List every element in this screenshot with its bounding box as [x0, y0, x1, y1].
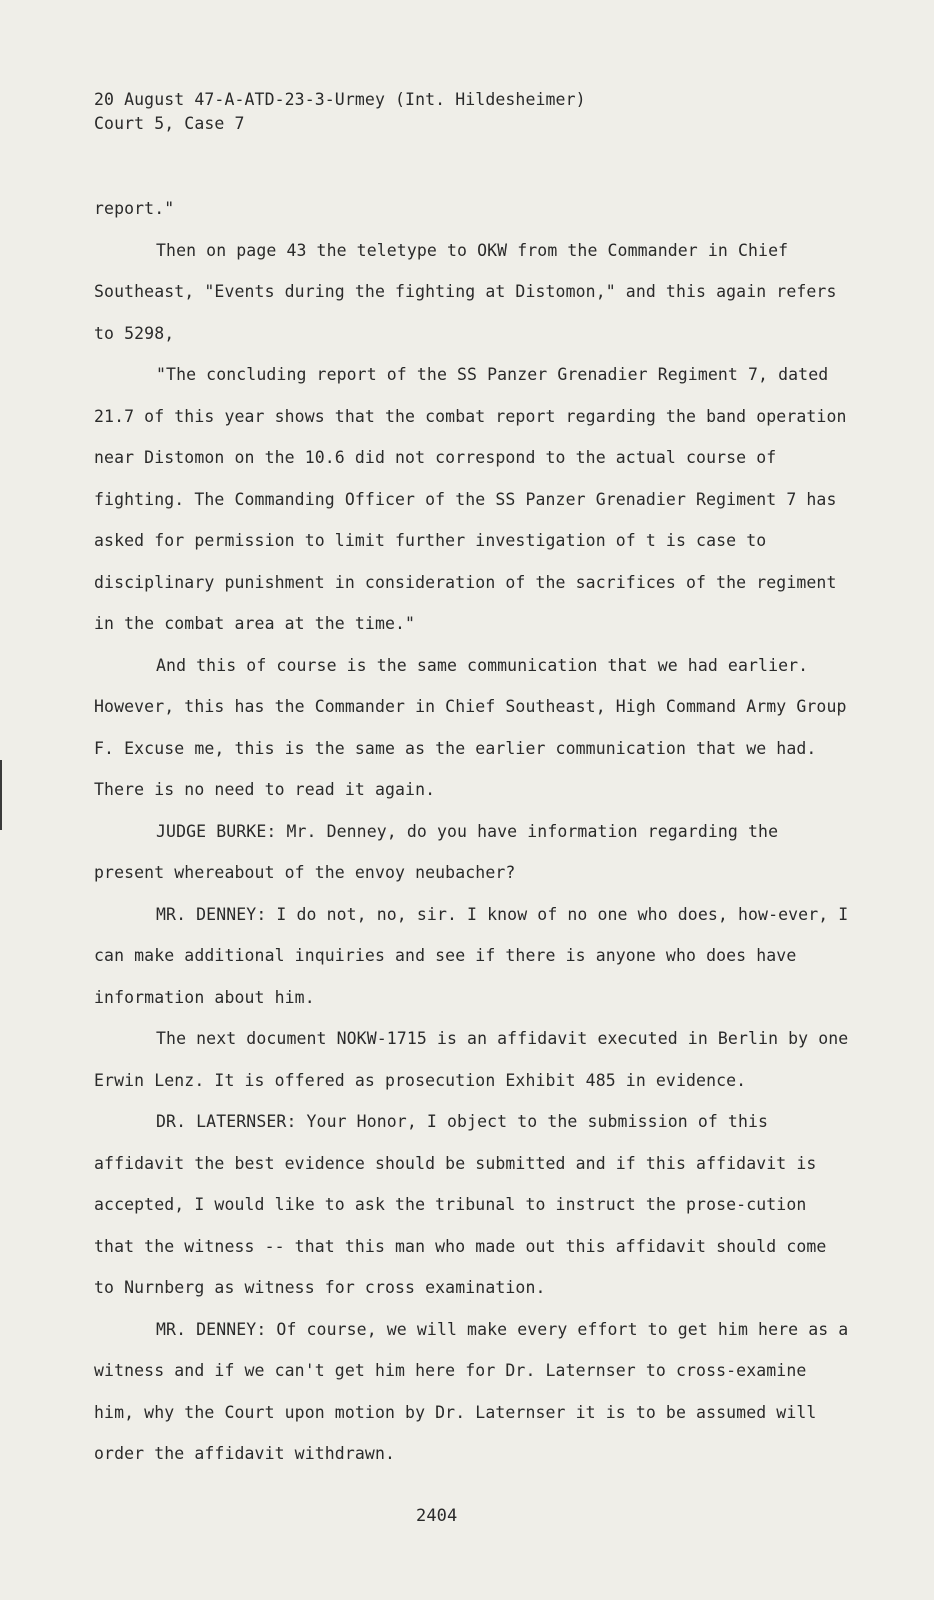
paragraph-9: MR. DENNEY: Of course, we will make every effort to get him here as a witness and if we can't get him here for Dr. Laternser to cross-examine him, why the Court upon motion by Dr. Laternser it is to be assumed will order the affidavit withdrawn. — [94, 1319, 849, 1463]
paragraph-2: Then on page 43 the teletype to OKW from the Commander in Chief Southeast, "Events during the fighting at Distomon," and this again refers to 5298, — [94, 240, 837, 343]
margin-mark — [0, 760, 2, 830]
paragraph-1: report." — [94, 199, 175, 218]
paragraph-6: MR. DENNEY: I do not, no, sir. I know of no one who does, how-ever, I can make additional inquiries and see if there is anyone who does have information about him. — [94, 904, 849, 1007]
page-number: 2404 — [416, 1506, 458, 1526]
paragraph-5: JUDGE BURKE: Mr. Denney, do you have information regarding the present whereabout of the envoy neubacher? — [94, 821, 779, 882]
paragraph-3: "The concluding report of the SS Panzer Grenadier Regiment 7, dated 21.7 of this year shows that the combat report regarding the band operation near Distomon on the 10.6 did not correspond to the actual course of fighting. The Commanding Officer of the SS Panzer Grenadier Regiment 7 has asked for permission to limit further investigation of t is case to disciplinary punishment in consideration of the sacrifices of the regiment in the combat area at the time." — [94, 365, 847, 633]
document-header — [94, 88, 586, 136]
paragraph-8: DR. LATERNSER: Your Honor, I object to the submission of this affidavit the best evidence should be submitted and if this affidavit is accepted, I would like to ask the tribunal to instruct the prose-cution that the witness -- that this man who made out this affidavit should come to Nurnberg as witness for cross examination. — [94, 1112, 827, 1297]
header-line-2: Court 5, Case 7 — [94, 114, 245, 133]
paragraph-7: The next document NOKW-1715 is an affidavit executed in Berlin by one Erwin Lenz. It is offered as prosecution Exhibit 485 in evidence. — [94, 1029, 849, 1090]
header-line-1: 20 August 47-A-ATD-23-3-Urmey (Int. Hildesheimer) — [94, 90, 586, 109]
transcript-body — [94, 188, 854, 1475]
paragraph-4: And this of course is the same communication that we had earlier. However, this has the Commander in Chief Southeast, High Command Army Group F. Excuse me, this is the same as the earlier communication that we had. There is no need to read it again. — [94, 655, 847, 799]
